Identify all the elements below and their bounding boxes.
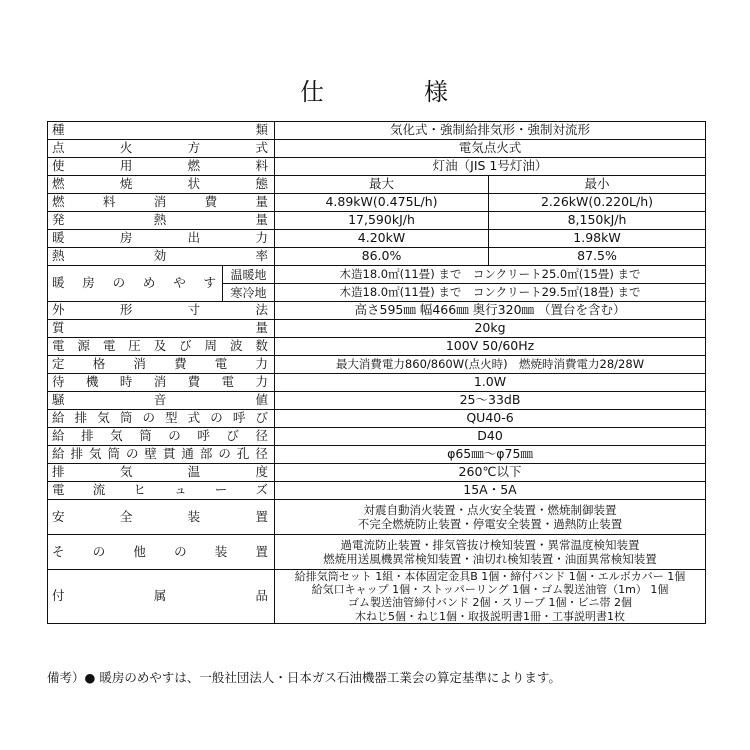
label-text: [52, 178, 270, 191]
table-row: [48, 212, 706, 230]
label-char: 置: [255, 508, 268, 524]
label-text: [52, 124, 270, 137]
row-value: 高さ595㎜ 幅466㎜ 奥行320㎜ （置台を含む）: [275, 302, 706, 320]
label-text: [52, 508, 270, 524]
label-char: 方: [187, 140, 201, 156]
label-char: 品: [255, 588, 268, 604]
label-char: 発: [52, 212, 65, 228]
table-row: [48, 482, 706, 500]
label-char: 電: [221, 374, 235, 390]
label-char: 筒: [119, 410, 133, 426]
table-row: [48, 176, 706, 194]
label-char: 力: [255, 374, 268, 390]
table-row: [48, 320, 706, 338]
label-char: び: [255, 410, 268, 426]
row-label: [48, 500, 275, 535]
row-value: 20kg: [275, 320, 706, 338]
row-label: [48, 356, 275, 374]
table-row: [48, 140, 706, 158]
label-char: 型: [165, 410, 178, 426]
label-char: 料: [102, 194, 116, 210]
value-line: 木ねじ5個・ねじ1個・取扱説明書1冊・工事説明書1枚: [355, 609, 625, 623]
label-char: 率: [255, 248, 268, 264]
label-char: 流: [92, 482, 106, 498]
value-max: 17,590kJ/h: [275, 212, 489, 230]
label-char: 寸: [187, 302, 201, 318]
value-min: 2.26kW(0.220L/h): [489, 194, 706, 212]
row-label: [48, 320, 275, 338]
label-char: 使: [52, 158, 65, 174]
label-text: [52, 376, 270, 389]
label-char: 排: [70, 446, 83, 462]
row-label: [48, 338, 275, 356]
label-text: [52, 232, 270, 245]
row-value: 灯油（JIS 1号灯油）: [275, 158, 706, 176]
label-char: 電: [52, 338, 65, 354]
label-char: 状: [187, 176, 201, 192]
label-char: 径: [255, 446, 268, 462]
label-char: す: [203, 275, 216, 291]
row-value: 260℃以下: [275, 464, 706, 482]
table-row: [48, 410, 706, 428]
label-char: 機: [85, 374, 99, 390]
table-row: [48, 428, 706, 446]
label-char: 点: [52, 140, 65, 156]
label-char: 消: [153, 194, 167, 210]
table-row: [48, 446, 706, 464]
label-text: [52, 214, 270, 227]
label-char: 源: [77, 338, 90, 354]
label-char: 力: [255, 356, 268, 372]
label-char: の: [174, 543, 187, 559]
row-value: [275, 535, 706, 570]
label-char: 費: [187, 374, 201, 390]
spec-table: [47, 121, 706, 624]
table-row: [48, 500, 706, 535]
label-char: ュ: [174, 482, 187, 498]
label-char: 質: [52, 320, 65, 336]
label-text: [52, 430, 270, 443]
label-text: [52, 412, 270, 425]
label-char: 房: [119, 230, 133, 246]
value-line: 過電流防止装置・排気管抜け検知装置・異常温度検知装置: [340, 537, 640, 552]
row-value: 100V 50/60Hz: [275, 338, 706, 356]
table-row: [48, 266, 706, 284]
label-char: 圧: [128, 338, 141, 354]
label-char: 用: [119, 158, 133, 174]
label-char: 量: [255, 194, 268, 210]
table-row: [48, 535, 706, 570]
label-char: 他: [133, 543, 146, 559]
title-char-1: 仕: [300, 78, 326, 106]
header-max: 最大: [275, 176, 489, 194]
row-label: [48, 194, 275, 212]
label-char: 料: [255, 158, 268, 174]
label-char: 燃: [52, 176, 65, 192]
label-text: [52, 484, 270, 497]
row-label: [48, 410, 275, 428]
label-text: [52, 340, 270, 353]
row-value: 電気点火式: [275, 140, 706, 158]
label-char: 消: [153, 374, 167, 390]
table-row: [48, 392, 706, 410]
value-cold: 木造18.0㎡(11畳) まで コンクリート29.5㎡(18畳) まで: [275, 284, 706, 302]
label-char: ズ: [255, 482, 268, 498]
label-text: [52, 394, 270, 407]
table-row: [48, 464, 706, 482]
table-row: [48, 302, 706, 320]
row-label: [48, 248, 275, 266]
label-char: 筒: [139, 428, 152, 444]
row-label: [48, 482, 275, 500]
row-label: [48, 446, 275, 464]
label-char: 排: [74, 410, 88, 426]
label-char: 付: [52, 588, 65, 604]
label-text: [52, 250, 270, 263]
table-row: [48, 338, 706, 356]
label-char: 態: [255, 176, 268, 192]
label-text: [52, 448, 270, 461]
sub-label-warm: 温暖地: [223, 266, 275, 284]
label-char: の: [168, 428, 181, 444]
row-label: [48, 158, 275, 176]
sub-label-cold: 寒冷地: [223, 284, 275, 302]
label-text: [52, 466, 270, 479]
label-text: [52, 277, 218, 290]
label-char: 径: [255, 428, 268, 444]
label-char: 温: [187, 464, 201, 480]
row-label: [48, 122, 275, 140]
row-label: [48, 140, 275, 158]
label-char: 燃: [52, 194, 65, 210]
label-char: 給: [52, 410, 65, 426]
label-char: 待: [52, 374, 65, 390]
value-line: 給気口キャップ 1個・ストッパーリング 1個・ゴム製送油管（1m） 1個: [311, 583, 669, 597]
label-char: 給: [52, 428, 65, 444]
value-line: 給排気筒セット 1組・本体固定金具B 1個・締付バンド 1個・エルボカバー 1個: [294, 570, 686, 583]
label-char: や: [173, 275, 186, 291]
label-char: 気: [119, 464, 133, 480]
label-char: 時: [119, 374, 133, 390]
label-text: [52, 543, 270, 559]
label-char: 格: [92, 356, 106, 372]
label-char: 給: [52, 446, 65, 462]
label-text: [52, 142, 270, 155]
row-label: [48, 570, 275, 624]
label-char: 全: [119, 508, 133, 524]
label-char: そ: [52, 543, 65, 559]
label-char: ー: [214, 482, 228, 498]
table-row: [48, 194, 706, 212]
label-char: 排: [81, 428, 94, 444]
row-label: [48, 302, 275, 320]
row-value: 1.0W: [275, 374, 706, 392]
label-char: 電: [52, 482, 65, 498]
label-char: 出: [187, 230, 201, 246]
label-char: 類: [255, 122, 268, 138]
label-text: [52, 304, 270, 317]
label-char: 法: [255, 302, 268, 318]
row-value: D40: [275, 428, 706, 446]
label-char: 貫: [162, 446, 176, 462]
label-char: 費: [204, 194, 218, 210]
label-char: 式: [255, 140, 268, 156]
label-char: 形: [119, 302, 133, 318]
label-char: 暖: [52, 230, 65, 246]
label-char: 電: [102, 338, 116, 354]
row-value: [275, 500, 706, 535]
value-line: 不完全燃焼防止装置・停電安全装置・過熱防止装置: [357, 517, 623, 531]
label-char: 騒: [52, 392, 65, 408]
row-label: [48, 392, 275, 410]
header-min: 最小: [489, 176, 706, 194]
label-char: 気: [88, 446, 102, 462]
label-char: 孔: [236, 446, 250, 462]
label-char: 力: [255, 230, 268, 246]
row-value: 気化式・強制給排気形・強制対流形: [275, 122, 706, 140]
label-char: 壁: [144, 446, 157, 462]
label-text: [52, 160, 270, 173]
value-line: 対震自動消火装置・点火安全装置・燃焼制御装置: [363, 502, 617, 517]
label-char: の: [112, 275, 126, 291]
label-char: 呼: [197, 428, 210, 444]
label-char: の: [125, 446, 139, 462]
row-label: [48, 212, 275, 230]
value-max: 4.20kW: [275, 230, 489, 248]
label-char: 熱: [153, 212, 167, 228]
label-char: 気: [97, 410, 110, 426]
label-char: 装: [214, 543, 228, 559]
value-max: 4.89kW(0.475L/h): [275, 194, 489, 212]
row-label: [48, 535, 275, 570]
label-char: 量: [255, 212, 268, 228]
label-char: 音: [153, 392, 167, 408]
footnote: 備考）● 暖房のめやすは、一般社団法人・日本ガス石油機器工業会の算定基準によります。: [47, 670, 561, 685]
value-min: 1.98kW: [489, 230, 706, 248]
label-char: 呼: [232, 410, 246, 426]
row-label: [48, 266, 223, 302]
label-char: 消: [133, 356, 146, 372]
table-row: [48, 570, 706, 624]
value-min: 87.5%: [489, 248, 706, 266]
label-char: 排: [52, 464, 65, 480]
label-char: 燃: [187, 158, 201, 174]
label-char: 焼: [119, 176, 133, 192]
row-label: [48, 464, 275, 482]
label-char: 量: [255, 320, 268, 336]
table-row: [48, 158, 706, 176]
label-char: び: [179, 338, 192, 354]
label-char: め: [142, 275, 156, 291]
label-char: 種: [52, 122, 65, 138]
row-value: φ65㎜～φ75㎜: [275, 446, 706, 464]
table-row: [48, 248, 706, 266]
label-char: 外: [52, 302, 65, 318]
label-text: [52, 590, 270, 603]
value-warm: 木造18.0㎡(11畳) まで コンクリート25.0㎡(15畳) まで: [275, 266, 706, 284]
label-char: 置: [255, 543, 268, 559]
label-char: 安: [52, 508, 65, 524]
label-char: 房: [82, 275, 95, 291]
row-label: [48, 428, 275, 446]
row-value: 25～33dB: [275, 392, 706, 410]
label-char: 効: [153, 248, 167, 264]
label-char: 定: [52, 356, 65, 372]
label-char: 筒: [107, 446, 120, 462]
label-char: 暖: [52, 275, 65, 291]
label-char: 式: [187, 410, 201, 426]
label-char: の: [92, 543, 106, 559]
label-char: 度: [255, 464, 268, 480]
label-char: 費: [174, 356, 187, 372]
label-char: 火: [119, 140, 133, 156]
label-char: び: [226, 428, 239, 444]
label-char: 気: [110, 428, 123, 444]
row-label: [48, 230, 275, 248]
label-char: 装: [187, 508, 201, 524]
value-line: 燃焼用送風機異常検知装置・油切れ検知装置・油面異常検知装置: [323, 552, 657, 566]
table-row: [48, 230, 706, 248]
label-char: 波: [229, 338, 243, 354]
label-char: 属: [153, 588, 167, 604]
label-char: 値: [255, 392, 268, 408]
row-value: 15A・5A: [275, 482, 706, 500]
label-char: ヒ: [133, 482, 146, 498]
label-char: 通: [181, 446, 194, 462]
label-char: 部: [199, 446, 213, 462]
table-row: [48, 374, 706, 392]
label-char: の: [210, 410, 223, 426]
label-char: の: [142, 410, 155, 426]
label-char: 数: [255, 338, 268, 354]
table-row: [48, 356, 706, 374]
row-value: QU40-6: [275, 410, 706, 428]
label-char: 及: [153, 338, 167, 354]
label-char: 周: [204, 338, 218, 354]
label-char: 熱: [52, 248, 65, 264]
value-line: ゴム製送油管締付バンド 2個・スリーブ 1個・ビニ帯 2個: [348, 596, 632, 610]
label-text: [52, 196, 270, 209]
label-char: の: [218, 446, 231, 462]
label-text: [52, 322, 270, 335]
row-label: [48, 176, 275, 194]
row-value: [275, 570, 706, 624]
label-char: 電: [214, 356, 228, 372]
value-min: 8,150kJ/h: [489, 212, 706, 230]
page-title: [0, 72, 750, 106]
table-row: [48, 122, 706, 140]
row-value: 最大消費電力860/860W(点火時) 燃焼時消費電力28/28W: [275, 356, 706, 374]
title-char-2: 様: [424, 78, 450, 106]
row-label: [48, 374, 275, 392]
label-text: [52, 358, 270, 371]
value-max: 86.0%: [275, 248, 489, 266]
